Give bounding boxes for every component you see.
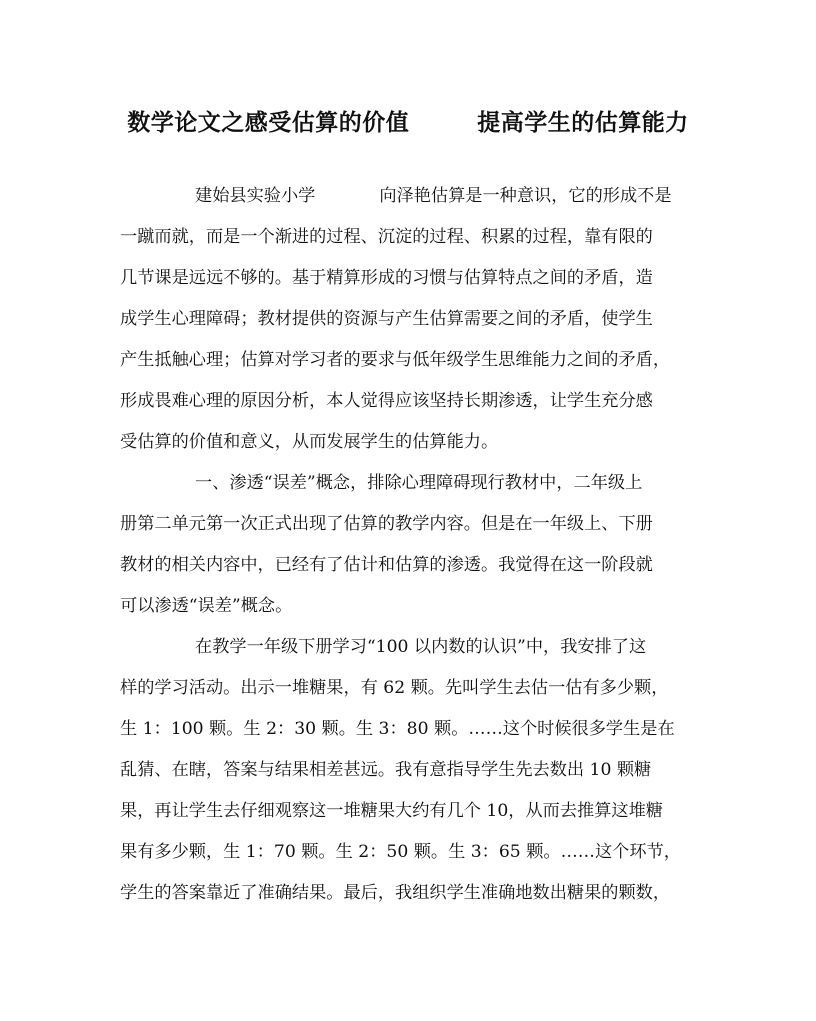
title-part-2: 提高学生的估算能力 [477,109,689,136]
body-line: 果，再让学生去仔细观察这一堆糖果大约有几个 10，从而去推算这堆糖 [120,801,663,821]
body-line: 受估算的价值和意义，从而发展学生的估算能力。 [120,432,499,452]
body-line: 几节课是远远不够的。基于精算形成的习惯与估算特点之间的矛盾，造 [120,268,653,288]
body-line: 形成畏难心理的原因分析，本人觉得应该坚持长期渗透，让学生充分感 [120,391,653,411]
body-line: 乱猜、在瞎，答案与结果相差甚远。我有意指导学生先去数出 10 颗糖 [120,760,652,780]
body-line: 样的学习活动。出示一堆糖果，有 62 颗。先叫学生去估一估有多少颗， [120,678,669,698]
document-title [0,103,816,143]
body-line: 在教学一年级下册学习“100 以内数的认识”中，我安排了这 [195,637,647,657]
body-line: 册第二单元第一次正式出现了估算的教学内容。但是在一年级上、下册 [120,514,653,534]
body-line: 教材的相关内容中，已经有了估计和估算的渗透。我觉得在这一阶段就 [120,555,653,575]
body-line: 果有多少颗，生 1：70 颗。生 2：50 颗。生 3：65 颗。……这个环节， [120,842,681,862]
body-line: 生 1：100 颗。生 2：30 颗。生 3：80 颗。……这个时候很多学生是在 [120,719,675,739]
body-line: 学生的答案靠近了准确结果。最后，我组织学生准确地数出糖果的颗数， [120,883,671,903]
body-line: 一蹴而就，而是一个渐进的过程、沉淀的过程、积累的过程，靠有限的 [120,227,653,247]
body-line [120,176,696,217]
title-part-1: 数学论文之感受估算的价值 [127,109,410,136]
document-body [120,176,696,914]
body-line: 可以渗透“误差”概念。 [120,596,293,616]
author-school: 建始县实验小学 [195,186,316,206]
body-line: 成学生心理障碍；教材提供的资源与产生估算需要之间的矛盾，使学生 [120,309,653,329]
body-line: 产生抵触心理；估算对学习者的要求与低年级学生思维能力之间的矛盾， [120,350,671,370]
body-line-text: 向泽艳估算是一种意识，它的形成不是 [379,186,672,206]
section-heading-line: 一、渗透“误差”概念，排除心理障碍现行教材中，二年级上 [195,473,643,493]
